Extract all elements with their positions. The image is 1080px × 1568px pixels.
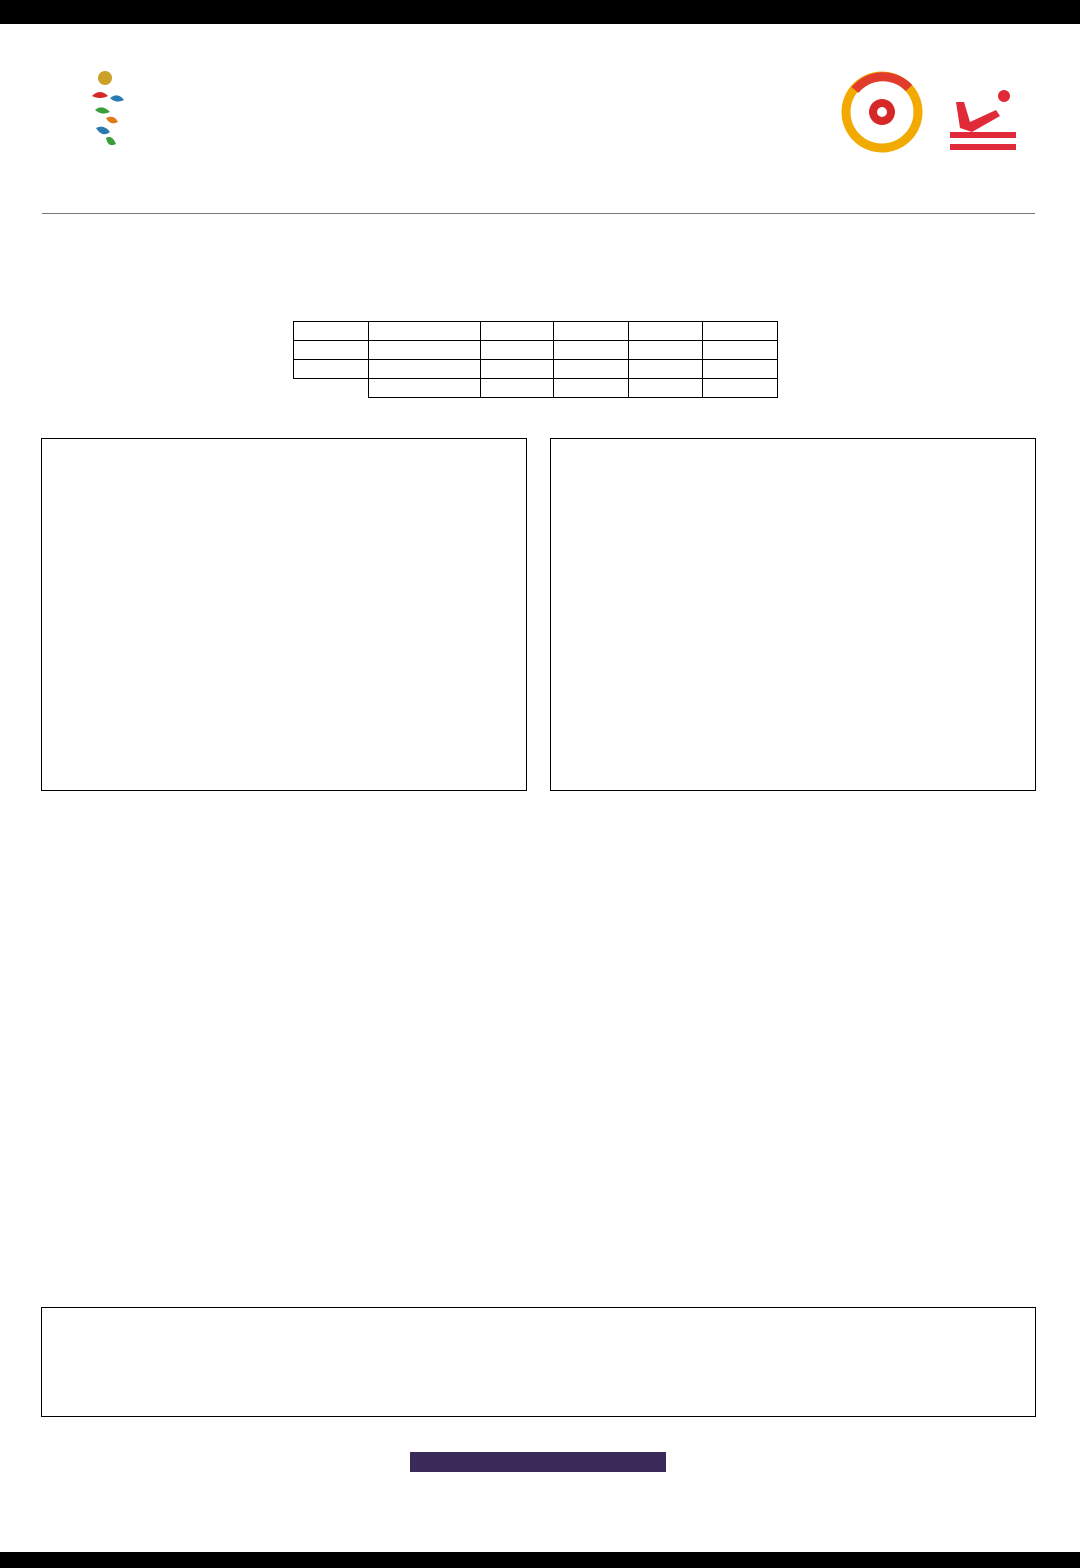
score-cell: [629, 360, 703, 379]
playing-time-cell: [629, 379, 703, 398]
score-table: [293, 321, 778, 398]
score-cell: [480, 360, 554, 379]
playing-time-cell: [703, 379, 778, 398]
oca-logo: [835, 70, 930, 170]
score-header-cell: [294, 322, 369, 341]
top-bar: [0, 0, 1080, 24]
score-table-header: [294, 322, 778, 341]
score-cell: [554, 360, 629, 379]
score-header-cell: [629, 322, 703, 341]
score-cell: [368, 360, 480, 379]
score-cell: [554, 341, 629, 360]
provider-banner: [410, 1452, 666, 1472]
score-row-tha: [294, 360, 778, 379]
games-logo: [40, 66, 170, 191]
playing-time-cell: [554, 379, 629, 398]
roster-panel-phi: [41, 438, 527, 791]
score-cell: [629, 341, 703, 360]
playing-time-label: [368, 379, 480, 398]
score-cell: [294, 341, 369, 360]
score-header-cell: [703, 322, 778, 341]
score-cell: [368, 341, 480, 360]
score-cell: [703, 360, 778, 379]
volleyball-pictogram: [948, 88, 1018, 152]
legend-box: [41, 1307, 1036, 1417]
playing-time-row: [294, 379, 778, 398]
header-divider: [42, 213, 1035, 214]
score-header-cell: [554, 322, 629, 341]
empty-cell: [294, 379, 369, 398]
score-row-phi: [294, 341, 778, 360]
score-cell: [703, 341, 778, 360]
bottom-bar: [0, 1552, 1080, 1568]
roster-panel-tha: [550, 438, 1036, 791]
score-cell: [294, 360, 369, 379]
score-header-cell: [480, 322, 554, 341]
score-header-cell: [368, 322, 480, 341]
score-cell: [480, 341, 554, 360]
playing-time-cell: [480, 379, 554, 398]
